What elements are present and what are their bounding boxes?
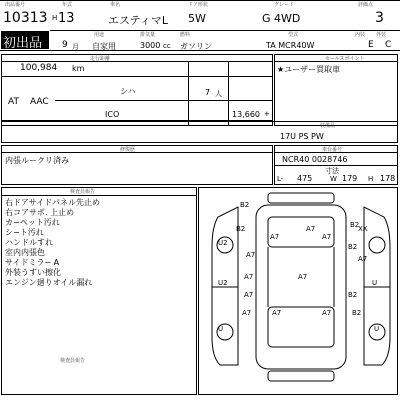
note-line: エンジン廻りオイル漏れ	[5, 278, 93, 287]
damage-code: B2	[352, 309, 362, 317]
capacity-unit: 人	[215, 90, 222, 98]
first-registration-badge-text: 初出品	[3, 36, 43, 51]
damage-code: XX	[358, 225, 368, 233]
damage-code: B2	[348, 243, 358, 251]
aircon: AAC	[30, 97, 49, 107]
length-label: L-	[277, 175, 284, 183]
damage-code: A7	[246, 251, 256, 259]
mileage: 100,984	[20, 63, 58, 73]
doors: 5W	[188, 12, 206, 25]
note-line: 右コアサポ. 上止め	[5, 208, 75, 217]
note-line: 右ドアサイドパネル先止め	[5, 198, 101, 207]
options-panel	[1, 121, 398, 143]
options: 17U PS PW	[280, 132, 324, 141]
damage-code: A7	[298, 273, 308, 281]
year: 13	[58, 11, 75, 26]
damage-code: U2	[218, 239, 228, 247]
car-diagram	[198, 187, 398, 395]
chassis-number: NCR40 0028746	[282, 155, 348, 164]
damage-code: B2	[350, 221, 360, 229]
height: 178	[380, 174, 396, 183]
damage-code: A7	[322, 233, 332, 241]
displacement: 3000	[140, 41, 161, 50]
repair-history-text: 内張ルークリ済み	[5, 156, 69, 165]
fuel: ガソリン	[180, 42, 212, 51]
car-name: エスティマL	[108, 14, 169, 27]
load-capacity-unit: +	[264, 110, 270, 118]
capacity: 7	[205, 88, 211, 97]
score: 3	[375, 10, 384, 26]
note-line: 室内内張色	[5, 248, 45, 257]
damage-code: U2	[218, 279, 228, 287]
damage-code: A7	[322, 309, 332, 317]
damage-code: B2	[348, 291, 358, 299]
month: 9	[62, 40, 68, 50]
width-label: W	[330, 175, 337, 183]
damage-code: U	[372, 279, 378, 287]
note-line: 外装うすい擦化	[5, 268, 61, 277]
damage-code: U	[218, 325, 224, 333]
damage-code: B2	[240, 201, 250, 209]
color-code: ICO	[105, 110, 120, 119]
load-capacity: 13,660	[232, 110, 260, 119]
model-code: TA MCR40W	[266, 41, 315, 50]
note-line: シ−ト汚れ	[5, 228, 44, 237]
grade: G 4WD	[262, 12, 301, 25]
lot-number: 10313	[3, 10, 48, 26]
note-line: ハンドルすれ	[5, 238, 53, 247]
shift: AT	[8, 97, 19, 107]
note-line: カ−ペット汚れ	[5, 218, 60, 227]
exterior-grade: C	[385, 40, 392, 50]
length: 475	[297, 174, 313, 183]
size-label: 寸法	[325, 167, 339, 175]
damage-code: A7	[244, 273, 254, 281]
damage-code: A7	[270, 233, 280, 241]
seating-label: シハ	[120, 87, 136, 96]
damage-code: A7	[242, 309, 252, 317]
year-prefix: H	[52, 14, 58, 22]
damage-code: A7	[358, 255, 368, 263]
damage-code: A7	[244, 291, 254, 299]
usage: 自家用	[92, 42, 116, 51]
width: 179	[342, 174, 358, 183]
month-unit: 月	[72, 43, 79, 51]
height-label: H	[368, 175, 374, 183]
damage-code: U	[374, 325, 380, 333]
displacement-unit: cc	[163, 42, 171, 50]
mileage-unit: km	[72, 64, 85, 73]
interior-grade: E	[368, 40, 374, 50]
note-line: サイドミラ− A	[5, 258, 60, 267]
damage-code: A7	[272, 309, 282, 317]
damage-code: B2	[236, 225, 246, 233]
seller-point: ★ユーザー買取車	[277, 65, 341, 74]
damage-code: A7	[306, 225, 316, 233]
